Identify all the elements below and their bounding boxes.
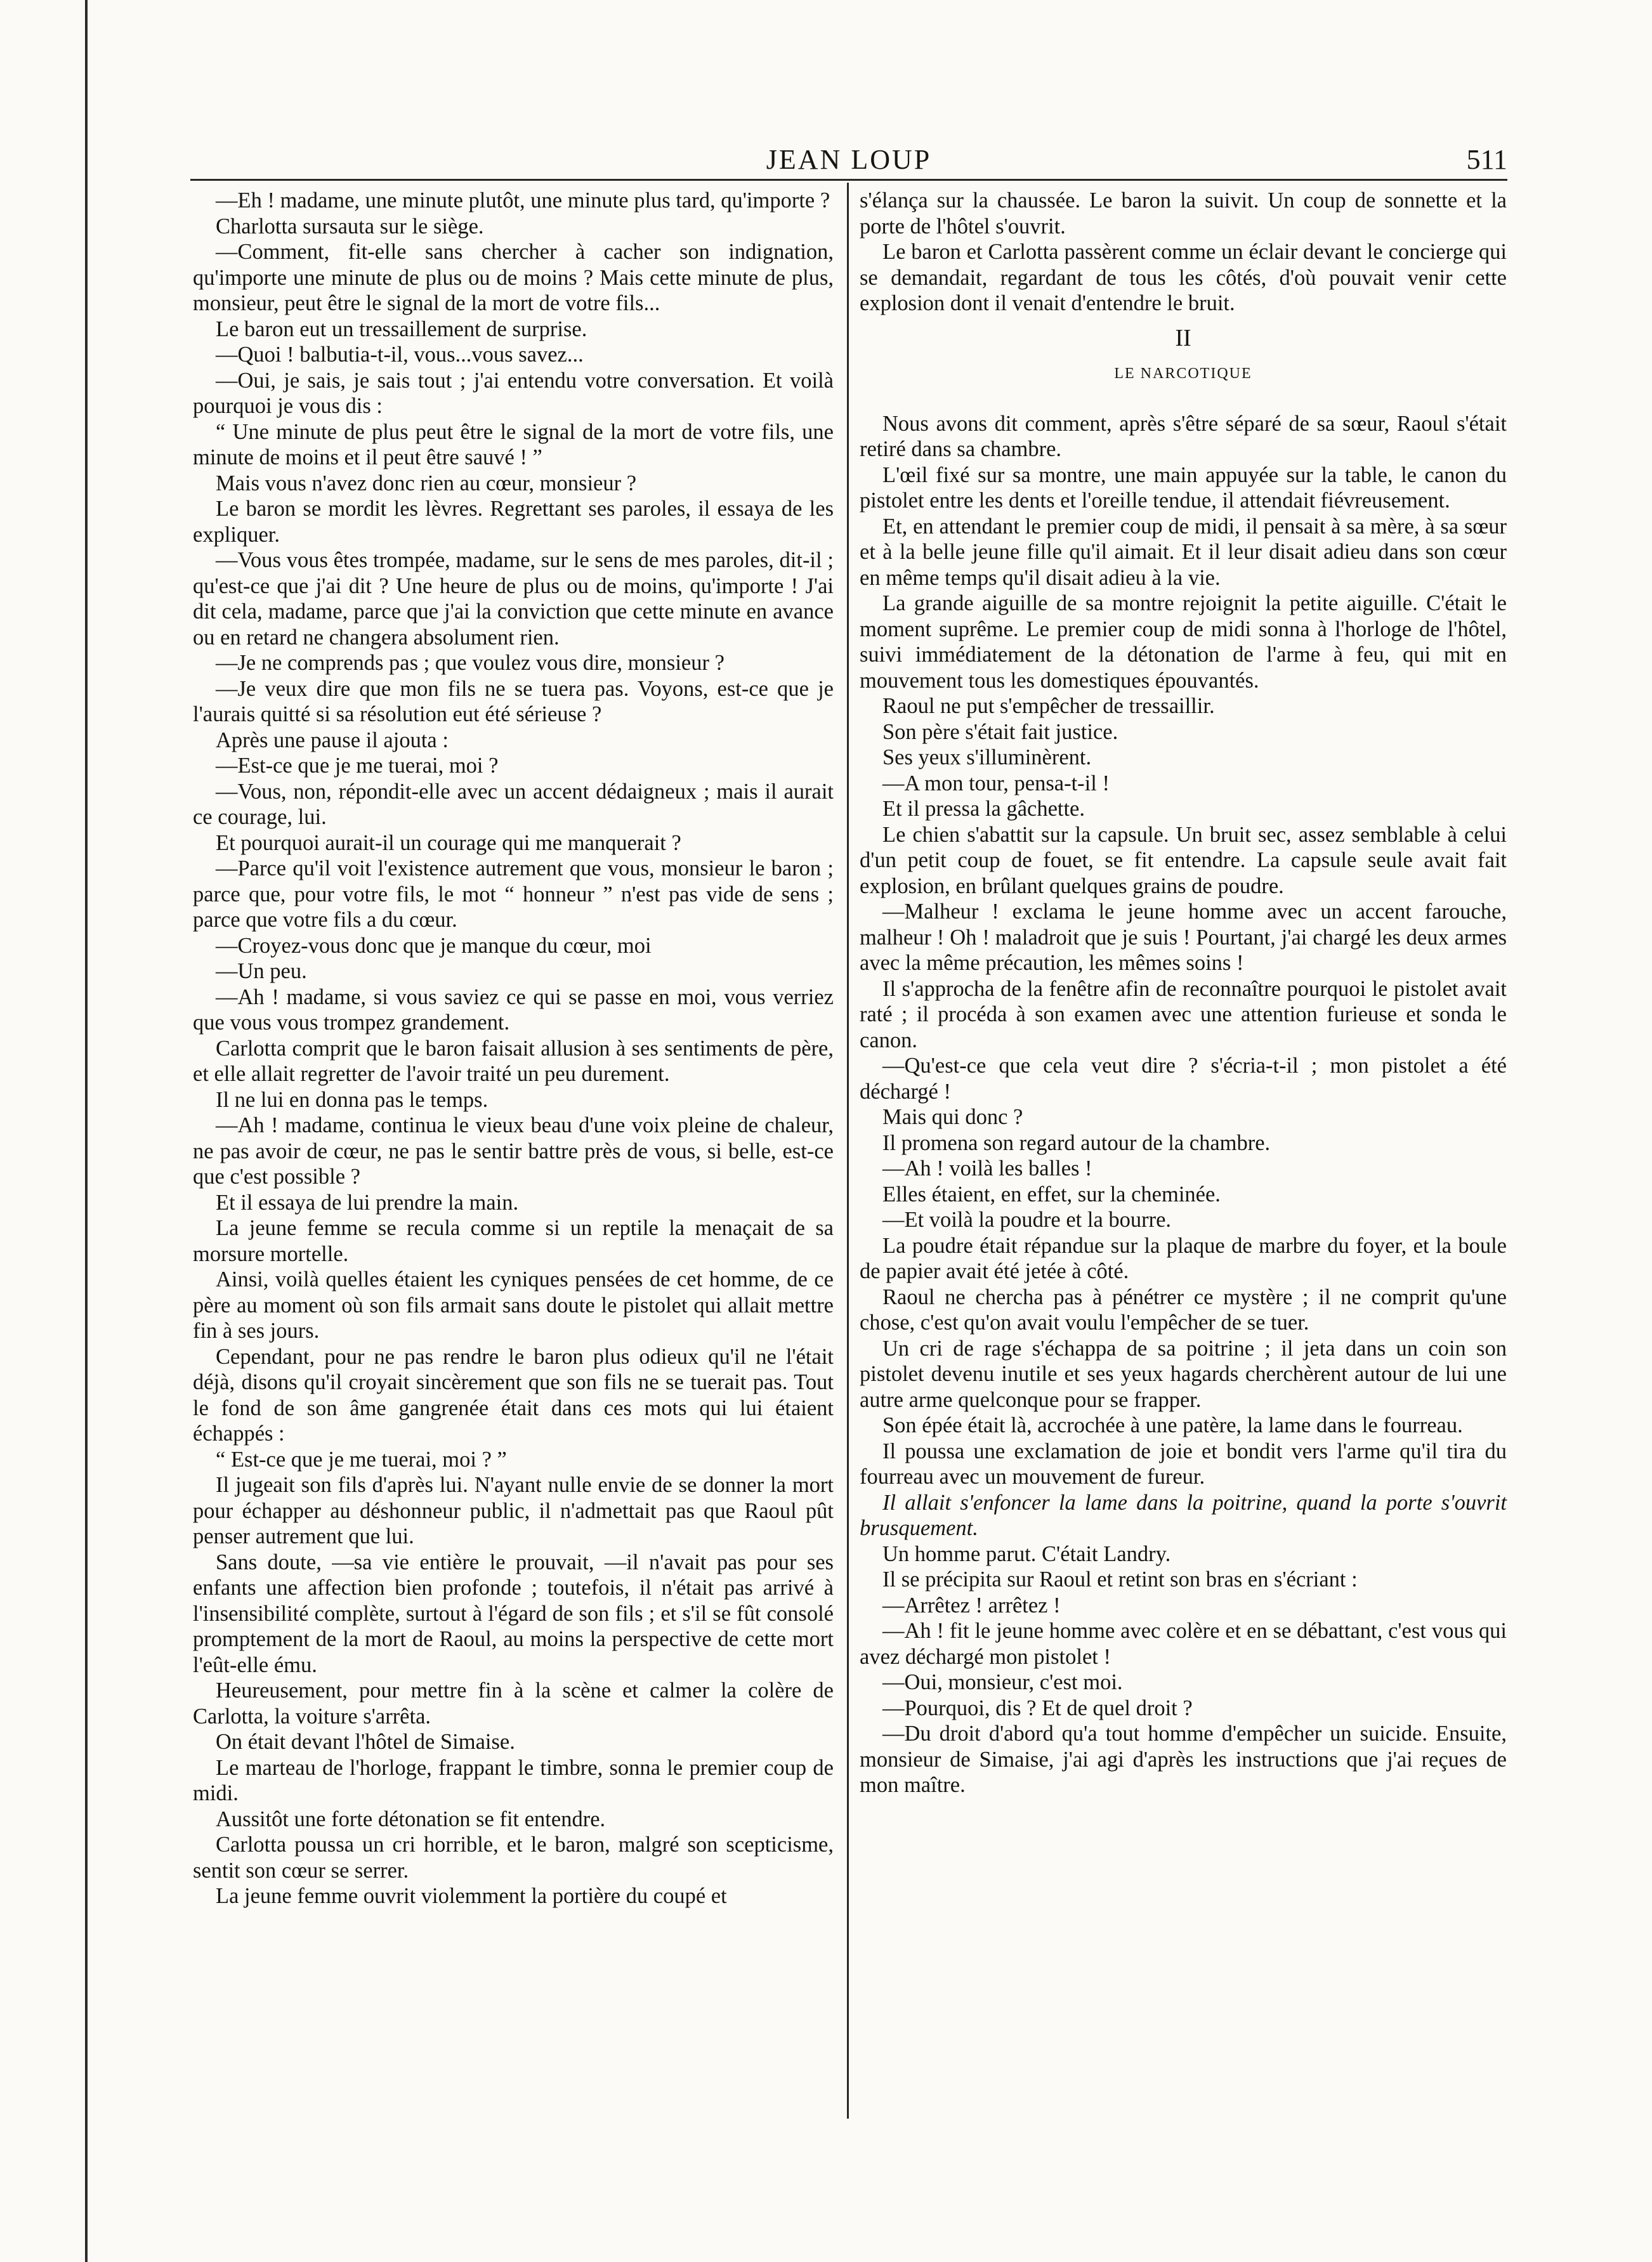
paragraph: La grande aiguille de sa montre rejoignit la petite aiguille. C'était le moment suprême. Le premier coup de midi sonna à l'horloge de l'hôtel, suivi immédiatement de la détonation de l'arme à feu, qui mit en mouvement tous les domestiques épouvantés. bbox=[860, 591, 1507, 693]
paragraph: Après une pause il ajouta : bbox=[216, 728, 449, 752]
paragraph: —Croyez-vous donc que je manque du cœur, moi bbox=[216, 933, 652, 958]
paragraph: —Ah ! madame, si vous saviez ce qui se passe en moi, vous verriez que vous vous trompez grandement. bbox=[193, 984, 834, 1035]
paragraph: Nous avons dit comment, après s'être séparé de sa sœur, Raoul s'était retiré dans sa chambre. bbox=[860, 411, 1507, 461]
section-title: LE NARCOTIQUE bbox=[1114, 365, 1252, 382]
paragraph: Mais vous n'avez donc rien au cœur, monsieur ? bbox=[216, 471, 637, 495]
paragraph: —Vous vous êtes trompée, madame, sur le sens de mes paroles, dit-il ; qu'est-ce que j'ai dit ? Une heure de plus ou de moins, qu'importe ! J'ai dit cela, madame, parce que j'ai la conviction que cette minute en avance ou en retard ne changera absolument rien. bbox=[193, 548, 834, 650]
paragraph: —Arrêtez ! arrêtez ! bbox=[882, 1593, 1061, 1618]
paragraph: —A mon tour, pensa-t-il ! bbox=[882, 771, 1110, 795]
paragraph: Mais qui donc ? bbox=[882, 1105, 1023, 1129]
paragraph: —Quoi ! balbutia-t-il, vous...vous savez... bbox=[216, 343, 584, 367]
paragraph: —Malheur ! exclama le jeune homme avec un accent farouche, malheur ! Oh ! maladroit que je suis ! Pourtant, j'ai chargé les deux armes avec la même précaution, les mêmes soins ! bbox=[860, 899, 1507, 975]
paragraph: —Qu'est-ce que cela veut dire ? s'écria-t-il ; mon pistolet a été déchargé ! bbox=[860, 1054, 1507, 1104]
paragraph: Le chien s'abattit sur la capsule. Un bruit sec, assez semblable à celui d'un petit coup de fouet, se fit entendre. La capsule seule avait fait explosion, en brûlant quelques grains de poudre. bbox=[860, 822, 1507, 898]
paragraph: —Je ne comprends pas ; que voulez vous dire, monsieur ? bbox=[216, 651, 724, 675]
paragraph: —Comment, fit-elle sans chercher à cacher son indignation, qu'importe une minute de plus ou de moins ? Mais cette minute de plus, monsieur, peut être le signal de la mort de votre fils... bbox=[193, 240, 834, 315]
paragraph: Un homme parut. C'était Landry. bbox=[882, 1541, 1171, 1566]
paragraph: Et pourquoi aurait-il un courage qui me manquerait ? bbox=[216, 830, 681, 855]
paragraph: —Est-ce que je me tuerai, moi ? bbox=[216, 754, 499, 778]
paragraph: Et, en attendant le premier coup de midi, il pensait à sa mère, à sa sœur et à la belle jeune fille qu'il aimait. Et il leur disait adieu dans son cœur en même temps qu'il disait adieu à la vie. bbox=[860, 514, 1507, 590]
paragraph: Il allait s'enfoncer la lame dans la poitrine, quand la porte s'ouvrit brusquement. bbox=[860, 1490, 1507, 1540]
paragraph: La poudre était répandue sur la plaque de marbre du foyer, et la boule de papier avait été jetée à côté. bbox=[860, 1233, 1507, 1283]
paragraph: —Un peu. bbox=[216, 959, 307, 983]
right-column bbox=[860, 188, 1507, 1798]
paragraph: —Oui, monsieur, c'est moi. bbox=[882, 1670, 1123, 1694]
running-title: JEAN LOUP bbox=[766, 144, 932, 175]
section-number: II bbox=[1175, 324, 1191, 351]
paragraph: Il se précipita sur Raoul et retint son bras en s'écriant : bbox=[882, 1567, 1358, 1592]
paragraph: Ses yeux s'illuminèrent. bbox=[882, 745, 1092, 769]
paragraph: Raoul ne put s'empêcher de tressaillir. bbox=[882, 694, 1215, 718]
running-head bbox=[190, 143, 1507, 184]
paragraph: La jeune femme ouvrit violemment la portière du coupé et bbox=[216, 1884, 727, 1908]
paragraph: Heureusement, pour mettre fin à la scène et calmer la colère de Carlotta, la voiture s'arrêta. bbox=[193, 1678, 834, 1729]
paragraph: —Parce qu'il voit l'existence autrement que vous, monsieur le baron ; parce que, pour votre fils, le mot “ honneur ” n'est pas vide de sens ; parce que votre fils a du cœur. bbox=[193, 856, 834, 932]
paragraph: Ainsi, voilà quelles étaient les cyniques pensées de cet homme, de ce père au moment où son fils armait sans doute le pistolet qui allait mettre fin à ses jours. bbox=[193, 1267, 834, 1343]
paragraph: —Eh ! madame, une minute plutôt, une minute plus tard, qu'importe ? bbox=[216, 188, 830, 212]
paragraph: s'élança sur la chaussée. Le baron la suivit. Un coup de sonnette et la porte de l'hôtel s'ouvrit. bbox=[860, 188, 1507, 239]
paragraph: Sans doute, —sa vie entière le prouvait, —il n'avait pas pour ses enfants une affection bien profonde ; toutefois, il n'était pas arrivé à l'insensibilité complète, surtout à l'égard de son fils ; et s'il se fût consolé promptement de la mort de Raoul, au moins la perspective de cette mort l'eût-elle ému. bbox=[193, 1550, 834, 1677]
paragraph: Charlotta sursauta sur le siège. bbox=[216, 214, 484, 239]
column-rule bbox=[847, 183, 849, 2119]
binding-edge-rule bbox=[85, 0, 88, 2262]
paragraph: Il promena son regard autour de la chambre. bbox=[882, 1130, 1271, 1155]
paragraph: —Pourquoi, dis ? Et de quel droit ? bbox=[882, 1696, 1193, 1720]
paragraph: Son épée était là, accrochée à une patère, la lame dans le fourreau. bbox=[882, 1413, 1463, 1437]
paragraph: —Du droit d'abord qu'a tout homme d'empêcher un suicide. Ensuite, monsieur de Simaise, j'ai agi d'après les instructions que j'ai reçues de mon maître. bbox=[860, 1722, 1507, 1797]
paragraph: Carlotta poussa un cri horrible, et le baron, malgré son scepticisme, sentit son cœur se serrer. bbox=[193, 1833, 834, 1883]
paragraph: Raoul ne chercha pas à pénétrer ce mystère ; il ne comprit qu'une chose, c'est qu'on avait voulu l'empêcher de se tuer. bbox=[860, 1285, 1507, 1335]
left-column bbox=[193, 188, 834, 1909]
paragraph: Le baron et Carlotta passèrent comme un éclair devant le concierge qui se demandait, regardant de tous les côtés, d'où pouvait venir cette explosion dont il venait d'entendre le bruit. bbox=[860, 240, 1507, 315]
paragraph: Aussitôt une forte détonation se fit entendre. bbox=[216, 1807, 606, 1831]
paragraph: L'œil fixé sur sa montre, une main appuyée sur la table, le canon du pistolet entre les dents et l'oreille tendue, il attendait fiévreusement. bbox=[860, 462, 1507, 513]
paragraph: —Oui, je sais, je sais tout ; j'ai entendu votre conversation. Et voilà pourquoi je vous dis : bbox=[193, 368, 834, 418]
header-rule bbox=[190, 179, 1507, 181]
paragraph: Elles étaient, en effet, sur la cheminée. bbox=[882, 1182, 1221, 1206]
paragraph: —Ah ! madame, continua le vieux beau d'une voix pleine de chaleur, ne pas avoir de cœur, ne pas le sentir battre près de vous, si belle, est-ce que c'est possible ? bbox=[193, 1113, 834, 1189]
paragraph: Il ne lui en donna pas le temps. bbox=[216, 1087, 488, 1112]
paragraph: On était devant l'hôtel de Simaise. bbox=[216, 1730, 515, 1754]
paragraph: Le baron eut un tressaillement de surprise. bbox=[216, 317, 587, 341]
paragraph: “ Une minute de plus peut être le signal de la mort de votre fils, une minute de moins et il peut être sauvé ! ” bbox=[193, 419, 834, 469]
paragraph: “ Est-ce que je me tuerai, moi ? ” bbox=[216, 1447, 507, 1472]
paragraph: —Et voilà la poudre et la bourre. bbox=[882, 1208, 1172, 1232]
paragraph: Il poussa une exclamation de joie et bondit vers l'arme qu'il tira du fourreau avec un mouvement de fureur. bbox=[860, 1439, 1507, 1489]
paragraph: Il jugeait son fils d'après lui. N'ayant nulle envie de se donner la mort pour échapper au déshonneur public, il n'admettait pas que Raoul pût penser autrement que lui. bbox=[193, 1473, 834, 1548]
paragraph: —Je veux dire que mon fils ne se tuera pas. Voyons, est-ce que je l'aurais quitté si sa résolution eut été sérieuse ? bbox=[193, 676, 834, 726]
paragraph: —Ah ! fit le jeune homme avec colère et en se débattant, c'est vous qui avez déchargé mon pistolet ! bbox=[860, 1619, 1507, 1669]
paragraph: —Ah ! voilà les balles ! bbox=[882, 1156, 1092, 1180]
paragraph: —Vous, non, répondit-elle avec un accent dédaigneux ; mais il aurait ce courage, lui. bbox=[193, 779, 834, 829]
paragraph: La jeune femme se recula comme si un reptile la menaçait de sa morsure mortelle. bbox=[193, 1216, 834, 1266]
paragraph: Cependant, pour ne pas rendre le baron plus odieux qu'il ne l'était déjà, disons qu'il croyait sincèrement que son fils ne se tuerait pas. Tout le fond de son âme gangrenée était dans ces mots qui lui étaient échappés : bbox=[193, 1344, 834, 1446]
paragraph: Le baron se mordit les lèvres. Regrettant ses paroles, il essaya de les expliquer. bbox=[193, 497, 834, 547]
paragraph: Le marteau de l'horloge, frappant le timbre, sonna le premier coup de midi. bbox=[193, 1755, 834, 1805]
paragraph: Son père s'était fait justice. bbox=[882, 719, 1118, 744]
paragraph: Et il pressa la gâchette. bbox=[882, 797, 1085, 821]
page-number: 511 bbox=[1466, 144, 1507, 175]
paragraph: Et il essaya de lui prendre la main. bbox=[216, 1190, 519, 1215]
paragraph: Il s'approcha de la fenêtre afin de reconnaître pourquoi le pistolet avait raté ; il procéda à son examen avec une attention furieuse et sonda le canon. bbox=[860, 976, 1507, 1052]
paragraph: Un cri de rage s'échappa de sa poitrine ; il jeta dans un coin son pistolet devenu inutile et ses yeux hagards cherchèrent autour de lui une autre arme quelconque pour se frapper. bbox=[860, 1336, 1507, 1412]
paragraph: Carlotta comprit que le baron faisait allusion à ses sentiments de père, et elle allait regretter de l'avoir traité un peu durement. bbox=[193, 1036, 834, 1086]
